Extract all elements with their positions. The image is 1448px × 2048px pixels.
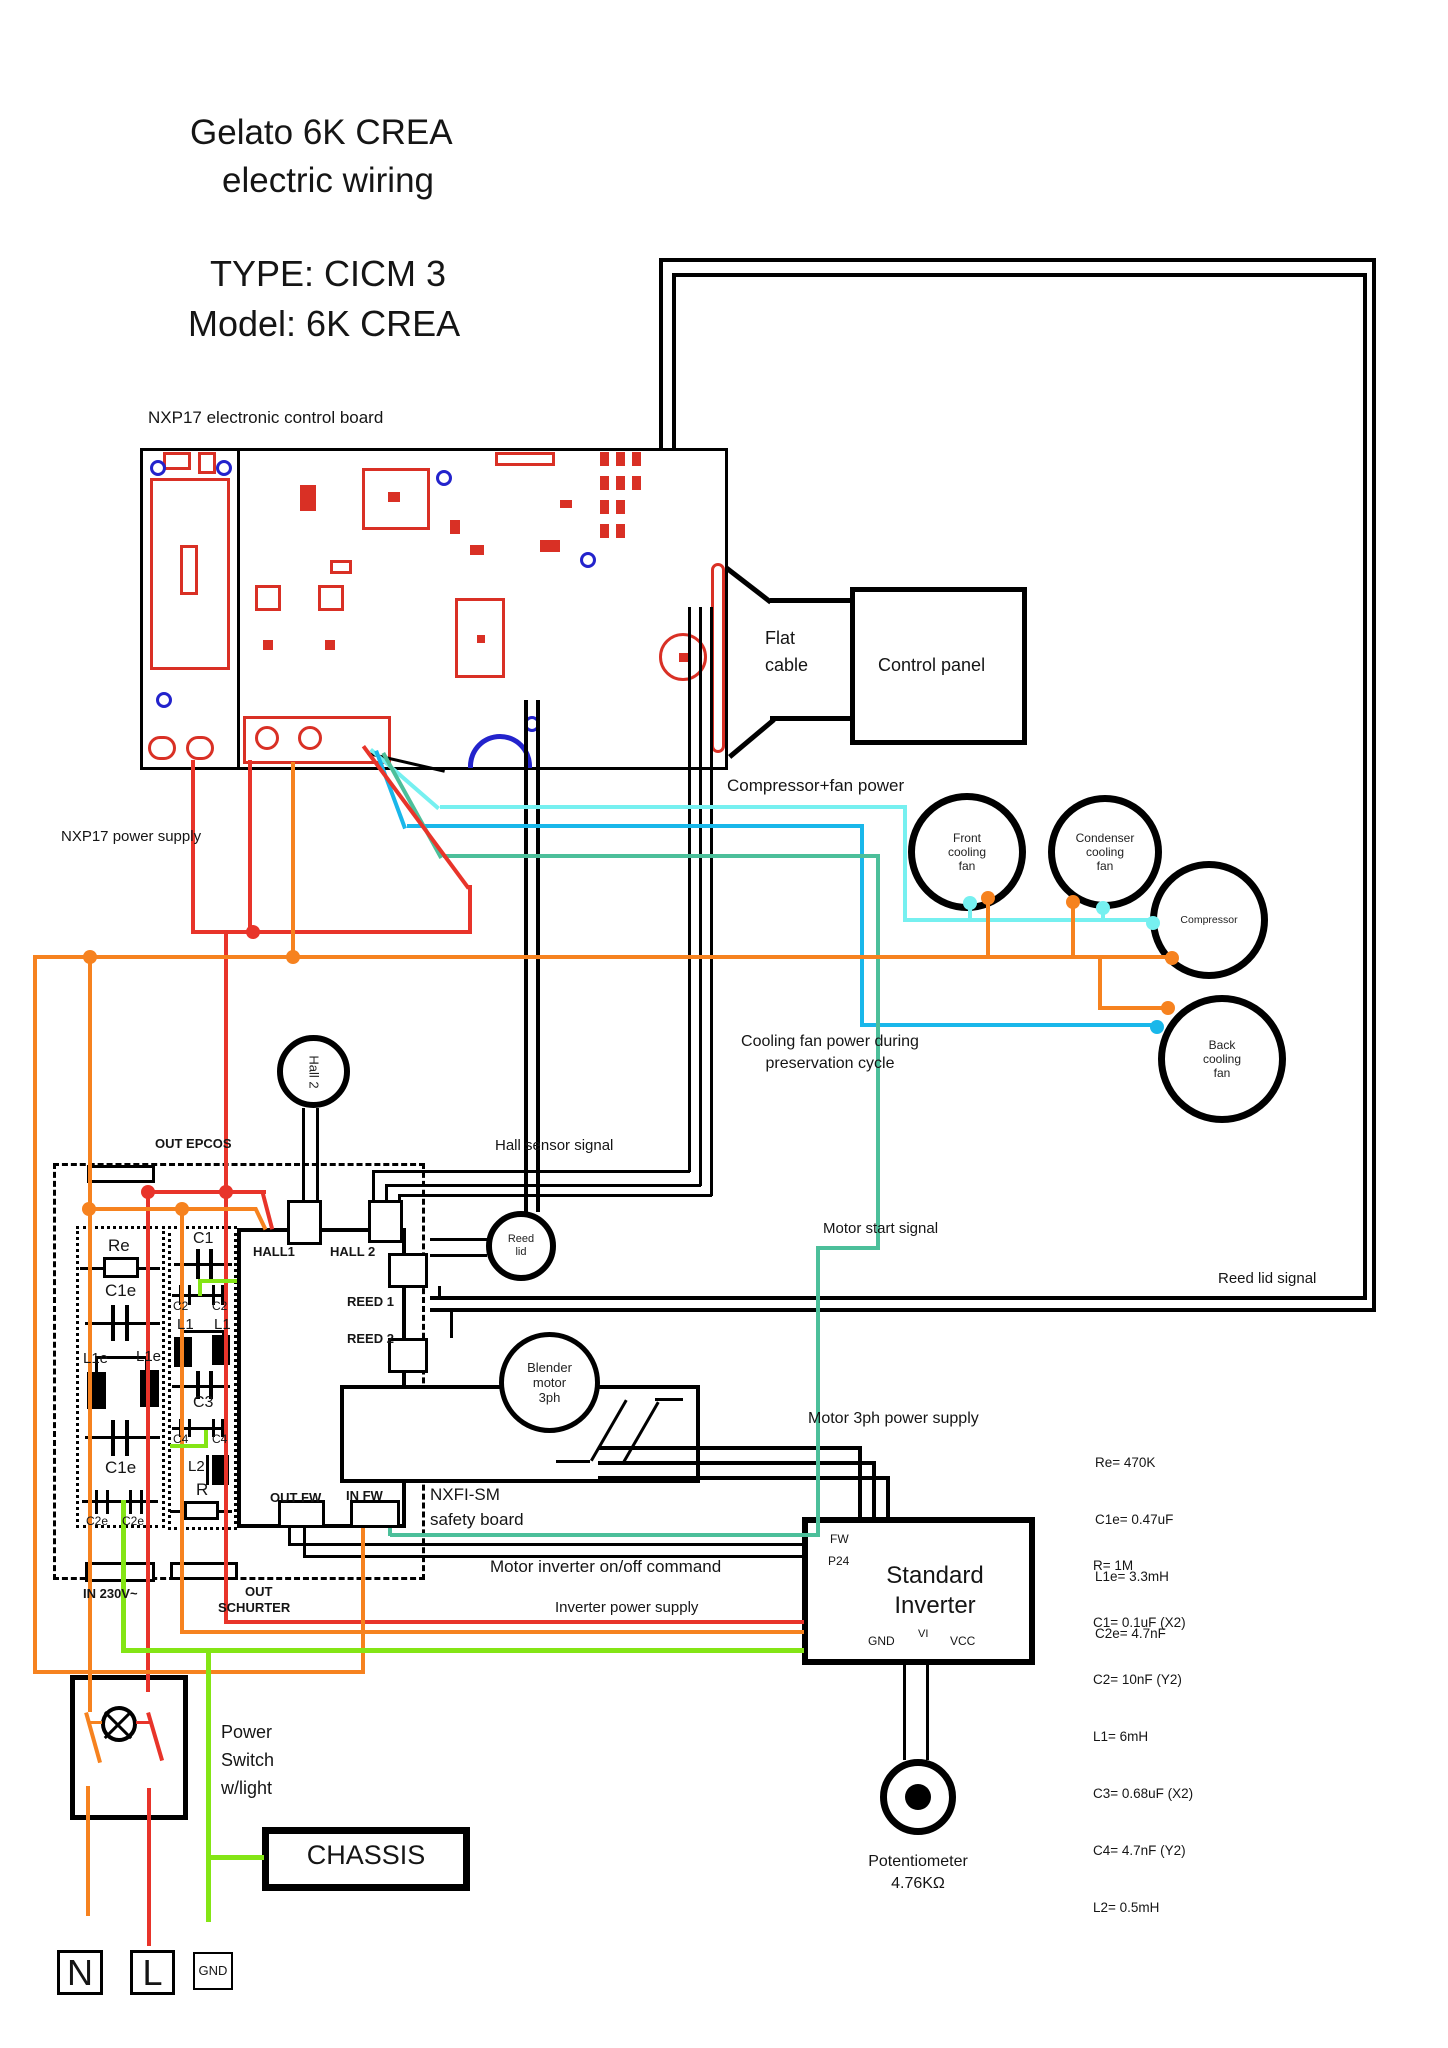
potentiometer xyxy=(880,1759,956,1835)
filter-wire-green xyxy=(200,1279,237,1283)
pcb-part xyxy=(616,452,625,466)
chassis-label: CHASSIS xyxy=(306,1840,426,1870)
back-cooling-fan xyxy=(1158,995,1286,1123)
inverter-title: Standard xyxy=(886,1562,984,1589)
power-wire-orange xyxy=(87,1207,257,1211)
nxfi-label: NXFI-SM xyxy=(430,1485,500,1504)
reed-signal-wire xyxy=(1363,273,1367,1298)
motor-3ph-power-label: Motor 3ph power supply xyxy=(808,1410,979,1427)
reed-signal-wire xyxy=(659,258,1376,262)
pcb-hole xyxy=(580,552,596,568)
junction-dot xyxy=(175,1202,189,1216)
junction-dot xyxy=(286,950,300,964)
power-wire-red xyxy=(146,1190,266,1194)
pcb-part xyxy=(388,492,400,502)
flat-cable-label: cable xyxy=(765,655,809,675)
in-fw-pin-label: IN FW xyxy=(346,1488,383,1503)
potentiometer-wire xyxy=(926,1665,929,1760)
flat-cable-label: Flat xyxy=(765,628,796,648)
page-title: electric wiring xyxy=(222,161,434,200)
power-wire-orange xyxy=(33,955,37,1674)
safety-board-box xyxy=(237,1228,406,1528)
blender-motor-label: Blender xyxy=(527,1360,572,1375)
motor-start-signal-label: Motor start signal xyxy=(823,1220,939,1237)
filter-wire-green xyxy=(204,1430,208,1446)
inverter-power-green xyxy=(121,1648,804,1653)
reed-signal-wire xyxy=(672,273,676,450)
junction-dot xyxy=(219,1185,233,1199)
power-wire-orange xyxy=(33,955,1174,959)
c1e-label: C1e xyxy=(105,1458,137,1477)
fan-terminal-dot xyxy=(1096,901,1110,915)
inverter-gnd-pin: GND xyxy=(868,1634,895,1648)
motor-start-wire xyxy=(443,854,880,858)
pcb-part xyxy=(263,640,273,650)
cap-c1e xyxy=(111,1305,115,1341)
c3-label: C3 xyxy=(193,1394,214,1411)
motor-start-wire xyxy=(390,1533,818,1537)
resistor-r xyxy=(184,1501,219,1520)
reed-lid-wire xyxy=(430,1254,487,1257)
compressor-label: Compressor xyxy=(1180,914,1238,926)
hall-signal-wire xyxy=(385,1184,388,1202)
hall1-pin-label: HALL1 xyxy=(253,1244,295,1259)
potentiometer-label: Potentiometer xyxy=(868,1853,968,1870)
front-fan-label: cooling xyxy=(947,845,987,859)
hall-signal-wire xyxy=(372,1170,375,1202)
hall2-wire xyxy=(316,1108,319,1202)
pcb-part xyxy=(560,500,572,508)
chassis-wire-green xyxy=(206,1855,264,1860)
reed-lid-label: Reed xyxy=(507,1233,535,1245)
power-wire-orange xyxy=(88,1211,92,1712)
motor-start-wire xyxy=(816,1246,820,1537)
switch-wire-red xyxy=(147,1788,151,1946)
front-cooling-fan xyxy=(908,793,1026,911)
hall-signal-wire xyxy=(398,1194,401,1202)
hall1-connector xyxy=(287,1200,322,1245)
pcb-part xyxy=(540,540,560,552)
junction-dot xyxy=(83,950,97,964)
reed-signal-wire xyxy=(672,273,1367,277)
schurter-values: R= 1M C1= 0.1uF (X2) C2= 10nF (Y2) L1= 6mH C3= 0.68uF (X2) C4= 4.7nF (Y2) L2= 0.5mH xyxy=(1093,1558,1194,1915)
hall-signal-wire xyxy=(699,607,702,1186)
motor-power-wire xyxy=(598,1461,875,1465)
pcb-part xyxy=(495,452,555,466)
blender-motor xyxy=(499,1332,600,1433)
back-fan-label: fan xyxy=(1213,1066,1231,1080)
pcb-part xyxy=(318,585,344,611)
potentiometer-knob xyxy=(905,1784,931,1810)
hall-signal-wire xyxy=(688,607,691,1172)
l2-label: L2 xyxy=(188,1458,205,1475)
blender-motor-label: 3ph xyxy=(538,1390,561,1405)
fan-terminal-dot xyxy=(1150,1020,1164,1034)
cap-c1 xyxy=(196,1249,200,1279)
potentiometer-label: 4.76KΩ xyxy=(891,1875,945,1892)
out-fw-pin-label: OUT FW xyxy=(270,1490,322,1505)
motor-power-wire xyxy=(598,1446,860,1450)
pcb-part xyxy=(616,476,625,490)
relay-contact xyxy=(556,1460,590,1463)
cap-c2e xyxy=(106,1490,109,1514)
pcb-part xyxy=(298,726,322,750)
l1e-label: L1e xyxy=(136,1348,162,1365)
reed-signal-wire xyxy=(1372,258,1376,1310)
terminal-gnd-label: GND xyxy=(198,1963,228,1978)
junction-dot xyxy=(82,1202,96,1216)
pcb-hole xyxy=(216,460,232,476)
condenser-fan-label: Condenser xyxy=(1075,831,1135,845)
pcb-part xyxy=(255,726,279,750)
condenser-fan-label: cooling xyxy=(1085,845,1125,859)
in-230v-connector xyxy=(85,1562,155,1582)
preservation-fan-wire xyxy=(860,1023,1159,1027)
c1e-label: C1e xyxy=(105,1281,137,1300)
pcb-part xyxy=(330,560,352,574)
fan-terminal-dot xyxy=(1066,895,1080,909)
reed-signal-wire xyxy=(659,258,663,450)
power-wire-red xyxy=(191,930,472,934)
type-line: TYPE: CICM 3 xyxy=(210,253,447,294)
power-switch-label: Power xyxy=(221,1722,273,1742)
control-panel-label: Control panel xyxy=(878,655,986,675)
hall2-wire xyxy=(302,1108,305,1202)
nxp17-power-supply-label: NXP17 power supply xyxy=(61,828,202,845)
board-label: NXP17 electronic control board xyxy=(148,408,384,427)
power-wire-orange xyxy=(291,762,295,960)
hall2-connector xyxy=(368,1200,403,1243)
l1-label: L1 xyxy=(177,1316,194,1333)
cap-c2e xyxy=(129,1490,132,1514)
power-wire-orange xyxy=(33,1670,365,1674)
hall-sensor-signal-label: Hall sensor signal xyxy=(495,1137,614,1154)
reed1-pin-label: REED 1 xyxy=(347,1294,394,1309)
junction-dot xyxy=(141,1185,155,1199)
inverter-vcc-pin: VCC xyxy=(950,1634,976,1648)
hall2-label: Hall 2 xyxy=(306,1054,322,1089)
fan-terminal-dot xyxy=(1146,916,1160,930)
fan-terminal-dot xyxy=(981,891,995,905)
reed-signal-wire xyxy=(450,1310,453,1338)
pcb-part xyxy=(600,476,609,490)
power-switch-label: Switch xyxy=(221,1750,275,1770)
pcb-part xyxy=(180,545,198,595)
power-wire-red xyxy=(191,760,195,934)
fan-terminal-dot xyxy=(1165,951,1179,965)
pcb-part xyxy=(632,452,641,466)
condenser-fan-label: fan xyxy=(1096,859,1114,873)
cap-c1e xyxy=(125,1305,129,1341)
reed-lid-signal-label: Reed lid signal xyxy=(1218,1270,1317,1287)
inverter-title: Inverter xyxy=(894,1592,976,1619)
pcb-part xyxy=(616,524,625,538)
pcb-hole xyxy=(436,470,452,486)
power-wire-orange xyxy=(180,1207,184,1634)
inverter-p24-pin: P24 xyxy=(828,1554,850,1568)
switch-wire-orange xyxy=(86,1786,90,1916)
inverter-power-orange xyxy=(180,1630,804,1634)
hall-signal-wire xyxy=(398,1194,712,1197)
compressor-fan-power-wire xyxy=(440,805,907,809)
fan-wire-orange xyxy=(1098,1006,1170,1010)
in-230v-label: IN 230V~ xyxy=(83,1586,138,1601)
cap-c1e-2 xyxy=(125,1420,129,1456)
motor-power-wire xyxy=(598,1476,890,1480)
condenser-cooling-fan xyxy=(1048,795,1162,909)
in-fw-connector xyxy=(350,1500,400,1528)
back-fan-label: cooling xyxy=(1202,1052,1242,1066)
motor-power-wire xyxy=(886,1476,890,1517)
c2e-label: C2e xyxy=(122,1514,145,1528)
potentiometer-wire xyxy=(903,1665,906,1760)
c4-label: C4 xyxy=(212,1432,228,1446)
compressor-fan-power-wire xyxy=(903,918,1155,922)
out-epcos-label: OUT EPCOS xyxy=(155,1136,232,1151)
cap-c2 xyxy=(188,1285,191,1305)
ground-wire-green xyxy=(206,1648,211,1922)
cap-c1e-2 xyxy=(111,1420,115,1456)
hall-signal-wire xyxy=(710,607,713,1196)
pcb-part xyxy=(600,524,609,538)
junction-dot xyxy=(246,925,260,939)
c1-label: C1 xyxy=(193,1230,214,1247)
pcb-part xyxy=(186,736,214,760)
pcb-part xyxy=(255,585,281,611)
pcb-part xyxy=(632,476,641,490)
reed2-connector xyxy=(388,1338,428,1373)
c2e-label: C2e xyxy=(86,1514,109,1528)
inverter-power-supply-label: Inverter power supply xyxy=(555,1599,699,1616)
r-label: R xyxy=(196,1480,209,1499)
back-fan-label: Back xyxy=(1208,1038,1236,1052)
reed-signal-wire xyxy=(430,1308,1376,1312)
out-schurter-label: OUT xyxy=(245,1584,273,1599)
pcb-part xyxy=(237,448,240,770)
cap-c1 xyxy=(209,1249,213,1279)
cap-c4 xyxy=(188,1419,191,1437)
motor-power-wire xyxy=(872,1461,876,1517)
pcb-part xyxy=(198,452,216,474)
c2-label: C2 xyxy=(212,1299,228,1313)
power-wire-red xyxy=(468,885,472,932)
cooling-fan-power-label: Cooling fan power during xyxy=(741,1033,919,1050)
motor-power-wire xyxy=(858,1446,862,1517)
inverter-power-red xyxy=(224,1620,804,1624)
reed1-connector xyxy=(388,1253,428,1288)
flat-cable-edge xyxy=(728,718,776,759)
cooling-fan-power-label: preservation cycle xyxy=(765,1055,895,1072)
pcb-hole xyxy=(156,692,172,708)
power-wire-red xyxy=(248,760,252,934)
cap-c2e xyxy=(140,1490,143,1514)
blender-motor-label: motor xyxy=(532,1375,567,1390)
pcb-part xyxy=(325,640,335,650)
motor-start-wire xyxy=(818,1246,880,1250)
nxfi-label: safety board xyxy=(430,1510,524,1529)
compressor-fan-power-wire xyxy=(903,805,907,922)
hall-signal-wire xyxy=(372,1170,690,1173)
c2-label: C2 xyxy=(173,1299,189,1313)
pcb-part xyxy=(148,736,176,760)
flat-cable-edge xyxy=(770,598,852,603)
front-fan-label: fan xyxy=(958,859,976,873)
fan-wire-orange xyxy=(986,898,990,959)
pcb-part xyxy=(600,500,609,514)
inverter-command-wire xyxy=(288,1543,804,1546)
filter-wire-green xyxy=(198,1279,202,1296)
hall-signal-wire xyxy=(385,1184,701,1187)
reed2-pin-label: REED 2 xyxy=(347,1331,394,1346)
fan-terminal-dot xyxy=(963,896,977,910)
pcb-part xyxy=(600,452,609,466)
page-title: Gelato 6K CREA xyxy=(190,113,453,152)
l1-label: L1 xyxy=(214,1316,231,1333)
pcb-part xyxy=(711,563,725,753)
power-wire-orange xyxy=(88,955,92,1211)
pcb-part xyxy=(470,545,484,555)
inverter-fw-pin: FW xyxy=(830,1532,849,1546)
re-label: Re xyxy=(108,1236,130,1255)
hall2-pin-label: HALL 2 xyxy=(330,1244,376,1259)
power-wire-red xyxy=(224,932,228,1624)
compressor-fan-power-label: Compressor+fan power xyxy=(727,776,905,795)
l1e-label: L1e xyxy=(83,1350,109,1367)
motor-start-wire xyxy=(388,1528,392,1536)
flat-cable-edge xyxy=(725,566,772,604)
pcb-part xyxy=(616,500,625,514)
fan-wire-orange xyxy=(1071,902,1075,959)
fan-wire-orange xyxy=(1098,955,1102,1010)
motor-inverter-onoff-label: Motor inverter on/off command xyxy=(490,1557,722,1576)
power-wire-red xyxy=(146,1190,150,1692)
power-switch-label: w/light xyxy=(221,1778,273,1798)
epcos-out-connector xyxy=(87,1165,155,1183)
hall2-sensor xyxy=(277,1035,350,1108)
pcb-hole xyxy=(150,460,166,476)
flat-cable-edge xyxy=(770,716,852,721)
out-schurter-label: SCHURTER xyxy=(218,1600,291,1615)
relay-contact xyxy=(655,1398,683,1401)
cap-c2e xyxy=(95,1490,98,1514)
pcb-part xyxy=(679,653,688,662)
pcb-part xyxy=(300,485,316,511)
front-fan-label: Front xyxy=(952,831,981,845)
epcos-values: Re= 470K C1e= 0.47uF L1e= 3.3mH C2e= 4.7nF xyxy=(1095,1455,1174,1641)
terminal-l-label: L xyxy=(142,1952,163,1993)
reed-signal-wire xyxy=(430,1296,1367,1300)
pcb-part xyxy=(477,635,485,643)
terminal-n-label: N xyxy=(67,1952,93,1993)
resistor-re xyxy=(103,1257,139,1278)
fan-terminal-dot xyxy=(1161,1001,1175,1015)
inverter-vi-pin: VI xyxy=(918,1628,929,1640)
pcb-part xyxy=(163,452,191,470)
reed-lid-label: lid xyxy=(515,1246,527,1258)
preservation-fan-wire xyxy=(407,824,864,828)
model-line: Model: 6K CREA xyxy=(188,303,461,344)
switch-wire-orange xyxy=(88,1721,102,1724)
c4-label: C4 xyxy=(173,1432,189,1446)
reed-lid-wire xyxy=(430,1238,487,1241)
reed-lid-sensor xyxy=(486,1211,556,1281)
reed-signal-wire xyxy=(438,1286,441,1298)
pcb-part xyxy=(450,520,460,534)
